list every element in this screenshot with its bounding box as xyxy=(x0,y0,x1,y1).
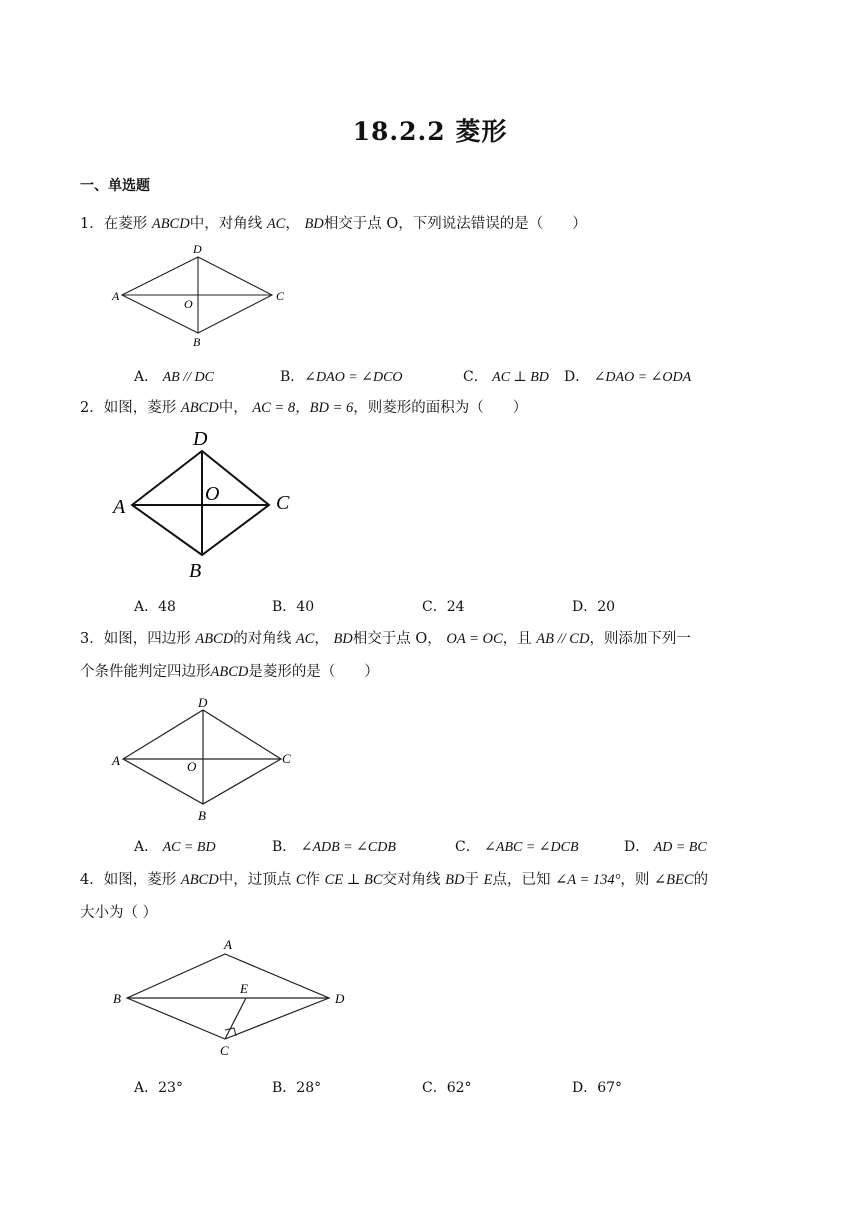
q3-option-d[interactable]: D． AD = BC xyxy=(624,839,707,855)
q3-option-c[interactable]: C． ∠ABC = ∠DCB xyxy=(455,839,579,855)
vertex-label-d: D xyxy=(193,242,202,256)
q3-option-a[interactable]: A． AC = BD xyxy=(134,839,216,855)
question-4-stem-line2: 大小为（ ） xyxy=(80,905,158,921)
question-2-stem: 2．如图，菱形 ABCD中， AC = 8，BD = 6，则菱形的面积为（ ） xyxy=(80,400,528,416)
question-1-stem: 1．在菱形 ABCD中，对角线 AC， BD相交于点 O，下列说法错误的是（ ） xyxy=(80,216,587,232)
question-4-figure xyxy=(105,932,365,1062)
q1-option-b[interactable]: B．∠DAO = ∠DCO xyxy=(280,369,403,385)
q4-option-b[interactable]: B．28° xyxy=(272,1080,322,1096)
vertex-label-b: B xyxy=(198,808,206,823)
q2-option-b[interactable]: B．40 xyxy=(272,599,315,615)
center-label-o: O xyxy=(187,759,197,774)
vertex-label-d: D xyxy=(193,428,208,450)
vertex-label-c: C xyxy=(276,289,285,303)
center-label-o: O xyxy=(205,483,220,505)
vertex-label-d: D xyxy=(335,991,345,1006)
q1-option-c[interactable]: C． AC ⊥ BD xyxy=(463,369,549,385)
vertex-label-b: B xyxy=(189,560,202,582)
vertex-label-a: A xyxy=(224,937,232,952)
q2-option-c[interactable]: C．24 xyxy=(422,599,465,615)
section-heading: 一、单选题 xyxy=(80,178,150,194)
question-3-stem-line1: 3．如图，四边形 ABCD的对角线 AC， BD相交于点 O， OA = OC，且 AB // CD，则添加下列一 xyxy=(80,631,691,647)
question-4-stem-line1: 4．如图，菱形 ABCD中，过顶点 C作 CE ⊥ BC交对角线 BD于 E点，已知 ∠A = 134°，则 ∠BEC的 xyxy=(80,872,709,888)
vertex-label-b: B xyxy=(113,991,121,1006)
vertex-label-d: D xyxy=(198,695,208,710)
question-1-figure xyxy=(105,242,305,350)
q1-option-a[interactable]: A． AB // DC xyxy=(134,369,214,385)
q3-option-b[interactable]: B． ∠ADB = ∠CDB xyxy=(272,839,396,855)
page-title: 18.2.2 菱形 xyxy=(352,117,508,146)
vertex-label-b: B xyxy=(193,335,201,349)
question-3-figure xyxy=(105,693,305,828)
q2-option-a[interactable]: A．48 xyxy=(134,599,176,615)
q4-option-a[interactable]: A．23° xyxy=(134,1080,183,1096)
point-label-e: E xyxy=(240,981,248,996)
vertex-label-c: C xyxy=(276,492,290,514)
question-3-stem-line2: 个条件能判定四边形ABCD是菱形的是（ ） xyxy=(80,664,379,680)
q1-option-d[interactable]: D． ∠DAO = ∠ODA xyxy=(564,369,692,385)
vertex-label-c: C xyxy=(220,1043,229,1058)
question-2-figure xyxy=(105,424,305,584)
vertex-label-a: A xyxy=(112,289,120,303)
q4-option-c[interactable]: C．62° xyxy=(422,1080,472,1096)
vertex-label-c: C xyxy=(282,751,291,766)
q2-option-d[interactable]: D．20 xyxy=(572,599,616,615)
vertex-label-a: A xyxy=(112,753,120,768)
center-label-o: O xyxy=(184,297,193,311)
q4-option-d[interactable]: D．67° xyxy=(572,1080,623,1096)
vertex-label-a: A xyxy=(113,496,126,518)
